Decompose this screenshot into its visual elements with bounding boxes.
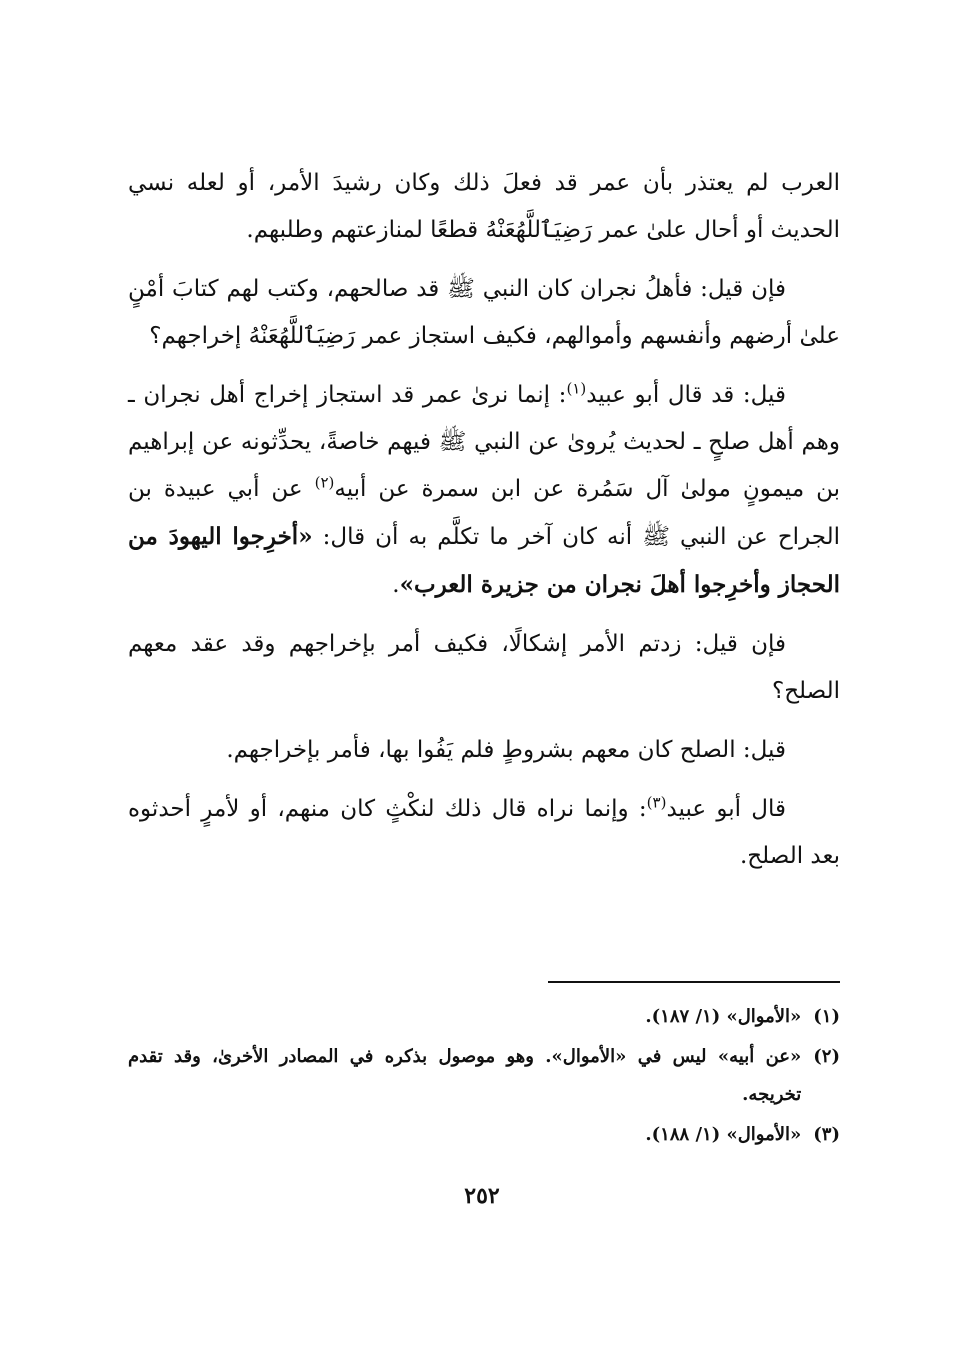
paragraph-4: فإن قيل: زدتم الأمر إشكالًا، فكيف أمر بإخراجهم وقد عقد معهم الصلح؟	[128, 631, 840, 704]
paragraph-2: فإن قيل: فأهلُ نجران كان النبي ﷺ قد صالحهم، وكتب لهم كتابَ أمْنٍ علىٰ أرضهم وأنفسهم وأموالهم، فكيف استجاز عمر رَضِيَٱللَّهُعَنْهُ إخراجهم؟	[128, 276, 840, 349]
footnote-number: (١)	[813, 1006, 840, 1027]
footnote-ref-3[interactable]: (٣)	[646, 793, 667, 812]
footnote-1	[128, 998, 840, 1036]
paragraph-3	[128, 372, 840, 609]
footnote-ref-2[interactable]: (٢)	[314, 473, 335, 492]
paragraph-3-end: .	[392, 572, 400, 598]
footnote-number: (٣)	[813, 1124, 840, 1145]
paragraph-1: العرب لم يعتذر بأن عمر قد فعلَ ذلك وكان رشيدَ الأمر، أو لعله نسي الحديث أو أحال علىٰ عمر رَضِيَٱللَّهُعَنْهُ قطعًا لمنازعتهم وطلبهم.	[128, 170, 840, 243]
footnote-text: «الأموال» (١/ ١٨٨).	[645, 1124, 802, 1145]
footnote-separator	[548, 981, 840, 983]
paragraph-5: قيل: الصلح كان معهم بشروطٍ فلم يَفُوا بها، فأمر بإخراجهم.	[226, 737, 786, 763]
paragraph-3-part-c: عن أبي عبيدة بن الجراح عن النبي ﷺ أنه كان آخر ما تكلَّم به أن قال:	[128, 476, 841, 550]
paragraph-6	[128, 786, 840, 880]
paragraph-6-part-a: قال أبو عبيد	[666, 796, 787, 822]
hadith-quote: «أخرِجوا اليهودَ من الحجاز وأخرِجوا أهلَ نجران من جزيرة العرب»	[128, 523, 840, 598]
paragraph-3-part-b: : إنما نرىٰ عمر قد استجاز إخراج أهل نجران ـ وهم أهل صلحٍ ـ لحديث يُروىٰ عن النبي ﷺ فيهم خاصةً، يحدِّثونه عن إبراهيم بن ميمونٍ مولىٰ آل سَمُرة عن ابن سمرة عن أبيه	[128, 382, 840, 502]
footnote-3	[128, 1116, 840, 1154]
footnote-text: «الأموال» (١/ ١٨٧).	[645, 1006, 802, 1027]
footnote-2	[128, 1038, 840, 1114]
footnote-number: (٢)	[813, 1046, 840, 1067]
footnotes	[128, 998, 840, 1156]
footnote-ref-1[interactable]: (١)	[566, 379, 587, 398]
paragraph-6-part-b: : وإنما نراه قال ذلك لنكْثٍ كان منهم، أو لأمرٍ أحدثوه بعد الصلح.	[128, 796, 840, 869]
paragraph-3-part-a: قيل: قد قال أبو عبيد	[586, 382, 786, 408]
main-text	[128, 160, 840, 892]
page-number: ٢٥٢	[464, 1183, 500, 1209]
footnote-text: «عن أبيه» ليس في «الأموال». وهو موصول بذكره في المصادر الأخرىٰ، وقد تقدم تخريجه.	[128, 1046, 802, 1105]
